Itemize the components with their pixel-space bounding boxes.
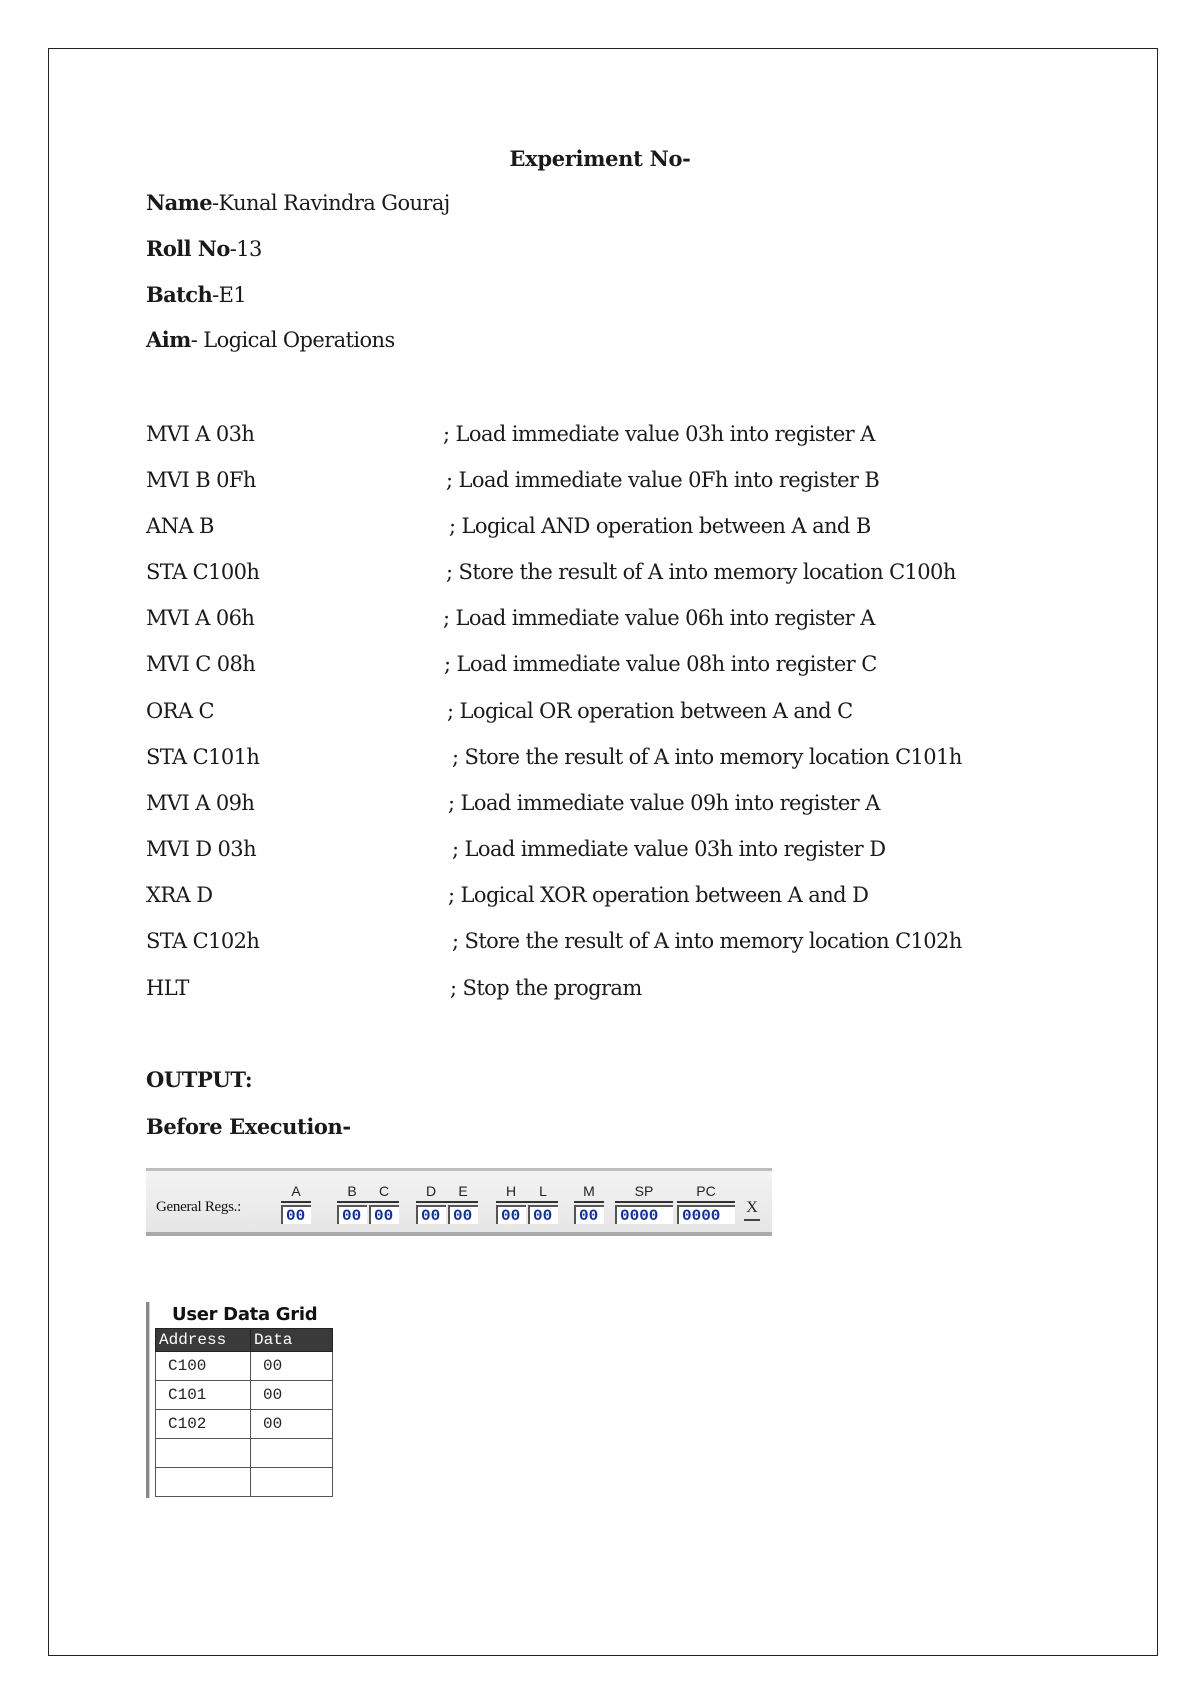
code-instruction: MVI B 0Fh [146,468,256,492]
register-divider [677,1201,735,1203]
code-instruction: MVI A 06h [146,606,255,630]
info-label: Batch [146,282,213,307]
code-line [146,837,1046,867]
register-name: SP [634,1183,654,1199]
register-value[interactable]: 0000 [615,1205,673,1224]
register-value[interactable]: 0000 [677,1205,735,1224]
user-data-table [155,1328,333,1497]
grid-left-border [146,1302,150,1500]
register-name: A [291,1183,301,1199]
code-line [146,652,1046,682]
table-row [156,1381,333,1410]
register-name: M [583,1183,595,1199]
table-row [156,1439,333,1468]
register-divider [416,1201,478,1203]
register-value[interactable]: 00 [496,1205,526,1224]
code-instruction: STA C101h [146,745,260,769]
general-regs-label: General Regs.: [156,1199,241,1215]
output-heading: OUTPUT: [146,1067,253,1092]
table-row [156,1352,333,1381]
code-line [146,745,1046,775]
address-cell[interactable]: C102 [156,1410,251,1439]
info-value: Kunal Ravindra Gouraj [218,191,450,215]
grid-cutoff [146,1498,334,1506]
code-comment: ; Load immediate value 09h into register A [448,791,880,815]
register-name: L [539,1183,547,1199]
code-line [146,929,1046,959]
info-label: Aim [146,327,191,352]
info-batch: Batch-E1 [146,282,247,307]
register-name: D [425,1183,437,1199]
code-instruction: ANA B [146,514,214,538]
before-execution-heading: Before Execution- [146,1114,351,1139]
register-value[interactable]: 00 [528,1205,558,1224]
code-instruction: ORA C [146,699,214,723]
register-value[interactable]: 00 [416,1205,446,1224]
code-instruction: HLT [146,976,189,1000]
data-cell[interactable]: 00 [251,1410,333,1439]
register-name: PC [696,1183,716,1199]
code-instruction: MVI A 03h [146,422,255,446]
address-cell[interactable]: C100 [156,1352,251,1381]
register-value[interactable]: 00 [337,1205,367,1224]
table-row [156,1468,333,1497]
code-instruction: MVI C 08h [146,652,256,676]
close-button[interactable]: X [744,1199,760,1221]
register-value[interactable]: 00 [281,1205,311,1224]
info-label: Roll No [146,236,230,261]
code-comment: ; Load immediate value 06h into register A [443,606,875,630]
register-name: E [458,1183,468,1199]
register-value[interactable]: 00 [574,1205,604,1224]
register-bar [146,1168,772,1236]
code-line [146,468,1046,498]
code-comment: ; Logical OR operation between A and C [447,699,853,723]
user-data-grid [146,1302,334,1502]
register-divider [337,1201,399,1203]
table-header-row [156,1329,333,1352]
user-data-grid-title: User Data Grid [172,1304,318,1325]
data-cell[interactable] [251,1439,333,1468]
code-comment: ; Stop the program [450,976,642,1000]
code-comment: ; Store the result of A into memory location C100h [446,560,956,584]
code-line [146,422,1046,452]
code-instruction: XRA D [146,883,213,907]
data-cell[interactable] [251,1468,333,1497]
register-divider [574,1201,604,1203]
code-comment: ; Load immediate value 03h into register A [443,422,875,446]
code-line [146,976,1046,1006]
address-cell[interactable]: C101 [156,1381,251,1410]
data-cell[interactable]: 00 [251,1352,333,1381]
code-line [146,606,1046,636]
column-header-address: Address [156,1329,251,1352]
register-value[interactable]: 00 [448,1205,478,1224]
register-divider [496,1201,558,1203]
info-value: E1 [218,283,247,307]
address-cell[interactable] [156,1439,251,1468]
code-comment: ; Logical XOR operation between A and D [448,883,869,907]
code-comment: ; Load immediate value 03h into register D [452,837,886,861]
column-header-data: Data [251,1329,333,1352]
info-name: Name-Kunal Ravindra Gouraj [146,190,450,215]
code-line [146,791,1046,821]
address-cell[interactable] [156,1468,251,1497]
data-cell[interactable]: 00 [251,1381,333,1410]
page-title: Experiment No- [509,146,691,171]
register-name: B [347,1183,357,1199]
info-aim: Aim- Logical Operations [146,327,395,352]
code-instruction: STA C100h [146,560,260,584]
info-value: 13 [236,237,262,261]
register-name: H [505,1183,517,1199]
table-row [156,1410,333,1439]
code-instruction: MVI D 03h [146,837,256,861]
info-value: Logical Operations [203,328,395,352]
info-label: Name [146,190,212,215]
code-comment: ; Load immediate value 08h into register C [444,652,877,676]
code-line [146,560,1046,590]
code-comment: ; Store the result of A into memory location C102h [452,929,962,953]
register-value[interactable]: 00 [369,1205,399,1224]
code-line [146,883,1046,913]
code-line [146,514,1046,544]
register-name: C [378,1183,390,1199]
code-comment: ; Logical AND operation between A and B [449,514,871,538]
code-line [146,699,1046,729]
code-instruction: MVI A 09h [146,791,255,815]
code-comment: ; Load immediate value 0Fh into register B [446,468,880,492]
code-instruction: STA C102h [146,929,260,953]
code-comment: ; Store the result of A into memory location C101h [452,745,962,769]
info-roll-no: Roll No-13 [146,236,262,261]
register-divider [615,1201,673,1203]
register-divider [281,1201,311,1203]
